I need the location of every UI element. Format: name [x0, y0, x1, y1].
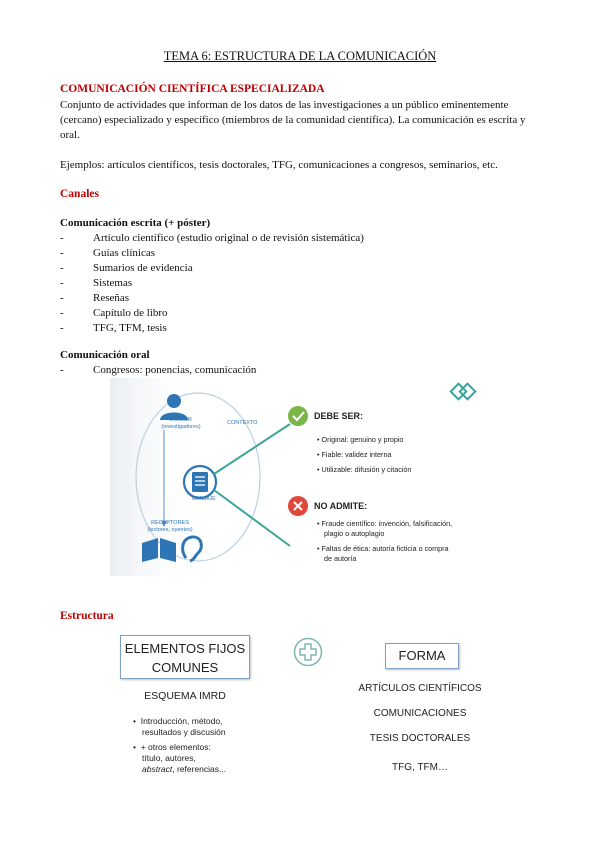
- list-item-text: Fiable: validez interna: [321, 450, 392, 459]
- list-item-continuation: resultados y discusión: [142, 727, 226, 737]
- list-item: TFG, TFM…: [392, 762, 448, 773]
- no-admite-title: NO ADMITE:: [314, 501, 368, 511]
- list-dash: -: [60, 292, 64, 304]
- list-item: TFG, TFM, tesis: [93, 322, 167, 334]
- list-dash: -: [60, 364, 64, 376]
- cone-line-top: [214, 424, 290, 474]
- list-item: COMUNICACIONES: [373, 708, 467, 719]
- diamond-logo-icon: [451, 384, 476, 400]
- list-item: Reseñas: [93, 292, 130, 304]
- written-heading: Comunicación escrita (+ póster): [60, 217, 211, 229]
- section-heading-canales: Canales: [60, 188, 99, 200]
- forma-box: FORMA: [385, 643, 459, 669]
- list-item-text: Original: genuino y propio: [321, 435, 404, 444]
- list-dash: -: [60, 277, 64, 289]
- list-item: Capítulo de libro: [93, 307, 168, 319]
- references-text: , referencias...: [172, 764, 227, 774]
- imrd-bullets: [133, 716, 226, 775]
- list-item-text: Fraude científico: invención, falsificación,: [321, 519, 453, 528]
- plus-icon: [293, 637, 323, 672]
- list-dash: -: [60, 307, 64, 319]
- list-item: TESIS DOCTORALES: [369, 733, 471, 744]
- receptores-title: RECEPTORES: [151, 520, 189, 526]
- check-icon: [288, 406, 308, 426]
- communication-diagram: [110, 378, 510, 576]
- list-dash: -: [60, 247, 64, 259]
- list-item: • Utilizable: difusión y citación: [317, 465, 412, 474]
- list-item-continuation: título, autores,: [142, 753, 196, 763]
- mensaje-label: MENSAJE: [192, 496, 216, 502]
- list-item: Congresos: ponencias, comunicación: [93, 364, 257, 376]
- list-item: • Introducción, método,: [133, 716, 223, 726]
- list-item-text: + otros elementos:: [140, 742, 211, 752]
- list-item: • + otros elementos:: [133, 742, 211, 752]
- list-item: • Faltas de ética: autoría ficticia o compra: [317, 544, 449, 553]
- intro-line-1: Conjunto de actividades que informan de los datos de las investigaciones a un público eminentemente: [60, 99, 509, 111]
- intro-line-3: oral.: [60, 129, 80, 141]
- contexto-label: CONTEXTO: [227, 420, 258, 426]
- examples-line: Ejemplos: artículos científicos, tesis doctorales, TFG, comunicaciones a congresos, seminarios, etc.: [60, 159, 498, 171]
- emisor-title: EMISOR: [170, 417, 192, 423]
- debe-ser-list: [317, 432, 411, 477]
- list-dash: -: [60, 322, 64, 334]
- list-item-text: Introducción, método,: [140, 716, 223, 726]
- elementos-fijos-box: [120, 635, 250, 679]
- list-item-text: Utilizable: difusión y citación: [321, 465, 412, 474]
- box-line: ELEMENTOS FIJOS: [124, 641, 246, 656]
- no-admite-list: [317, 519, 452, 564]
- receptores-label: [140, 520, 200, 534]
- list-item-continuation: plagio o autoplagio: [324, 529, 385, 538]
- list-item: • Fraude científico: invención, falsificación,: [317, 519, 453, 528]
- list-item-continuation: de autoría: [324, 554, 357, 563]
- list-item: • Original: genuino y propio: [317, 435, 404, 444]
- list-item: Artículo científico (estudio original o de revisión sistemática): [93, 232, 364, 244]
- abstract-text: abstract: [142, 764, 173, 774]
- list-dash: -: [60, 232, 64, 244]
- forma-list: [345, 683, 495, 773]
- list-item: • Fiable: validez interna: [317, 450, 392, 459]
- oral-heading: Comunicación oral: [60, 349, 150, 361]
- section-heading-comunicacion: COMUNICACIÓN CIENTÍFICA ESPECIALIZADA: [60, 83, 325, 95]
- list-item: ARTÍCULOS CIENTÍFICOS: [358, 683, 482, 694]
- emisor-label: [158, 417, 204, 431]
- esquema-imrd: ESQUEMA IMRD: [144, 690, 226, 702]
- receptores-subtitle: (lectores, oyentes): [147, 527, 193, 533]
- list-item: Sumarios de evidencia: [93, 262, 193, 274]
- emisor-subtitle: (investigadores): [161, 424, 201, 430]
- list-dash: -: [60, 262, 64, 274]
- box-line: COMUNES: [151, 660, 219, 675]
- page-title: TEMA 6: ESTRUCTURA DE LA COMUNICACIÓN: [163, 49, 437, 63]
- list-item: Guías clínicas: [93, 247, 156, 259]
- cone-line-bottom: [214, 490, 290, 546]
- section-heading-estructura: Estructura: [60, 610, 114, 622]
- document-icon: [184, 466, 216, 498]
- list-item-continuation: [133, 764, 226, 775]
- close-icon: [288, 496, 308, 516]
- intro-line-2: (cercano) especializado y específico (miembros de la comunidad científica). La comunicación es escrita y: [60, 114, 526, 126]
- debe-ser-title: DEBE SER:: [314, 411, 364, 421]
- list-item: Sistemas: [93, 277, 133, 289]
- list-item-text: Faltas de ética: autoría ficticia o compra: [321, 544, 449, 553]
